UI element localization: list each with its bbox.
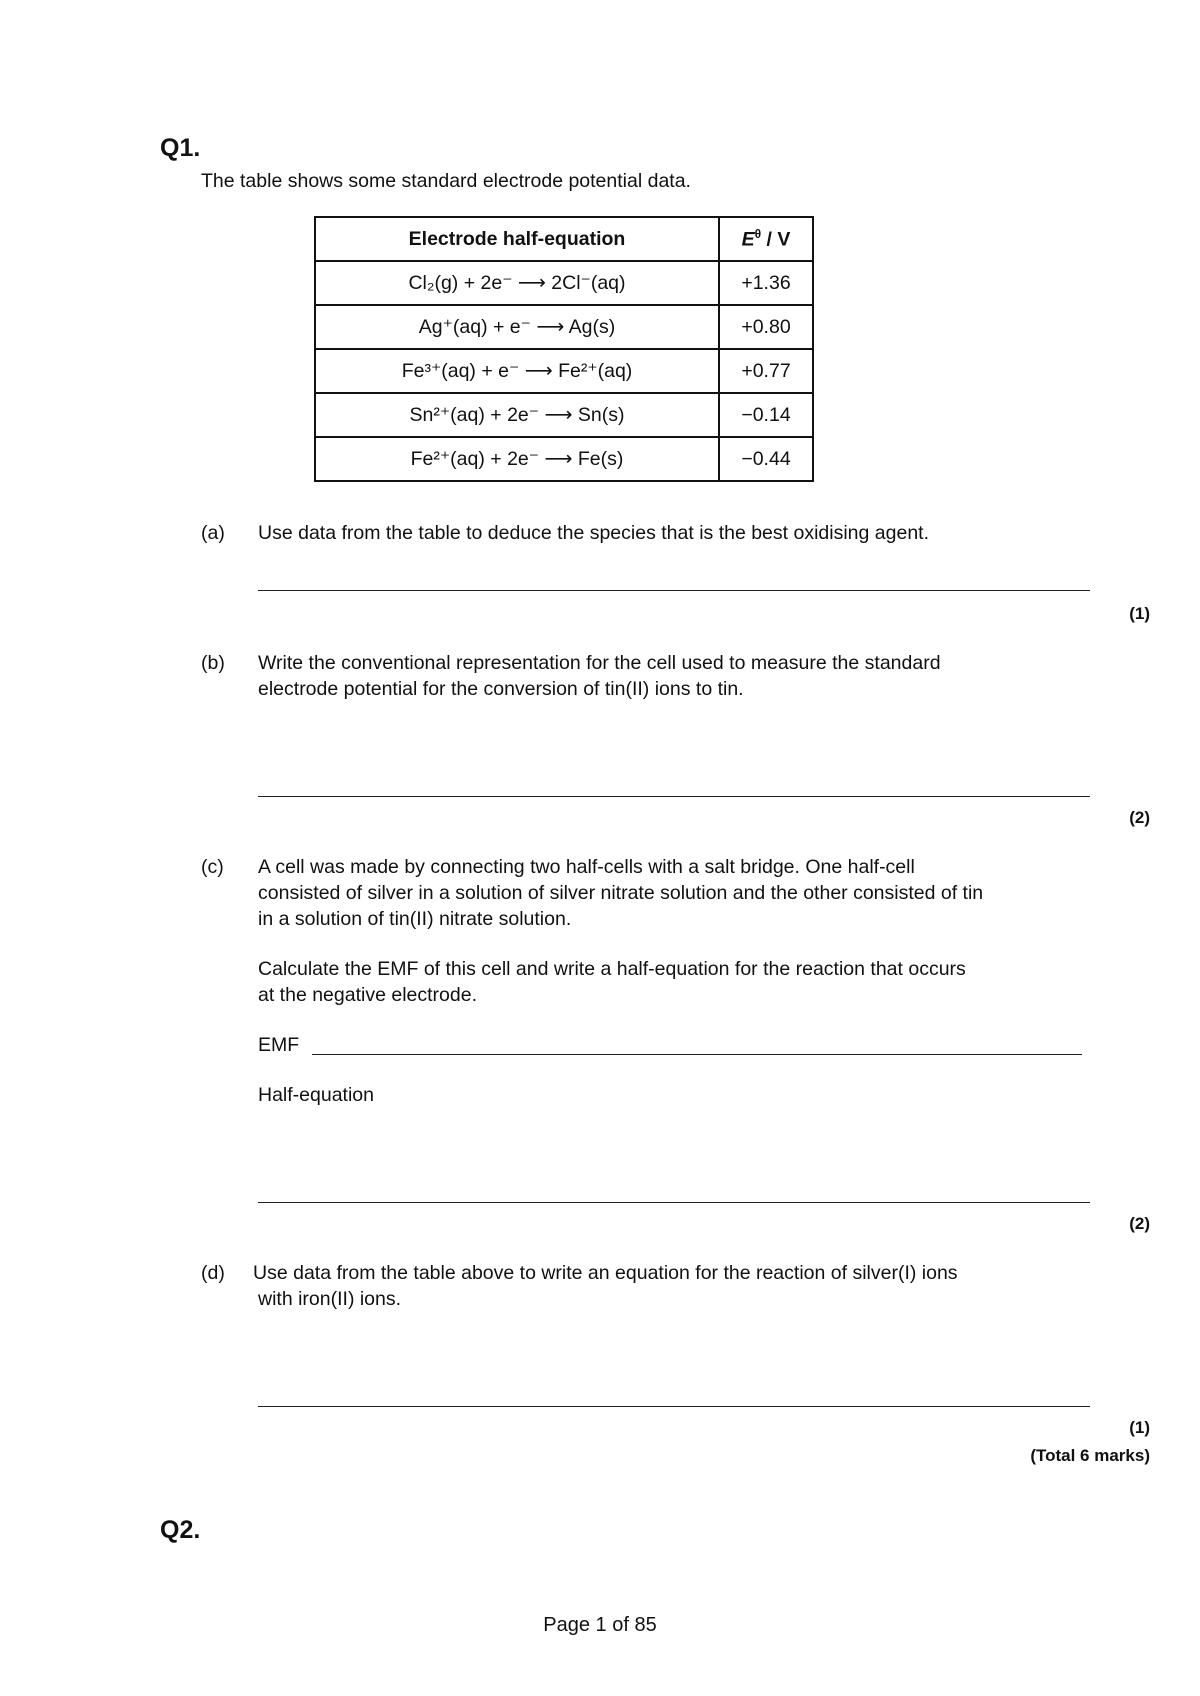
answer-line-c[interactable] (258, 1202, 1090, 1203)
part-a-text: Use data from the table to deduce the species that is the best oxidising agent. (258, 522, 929, 544)
table-row (315, 393, 813, 437)
part-d-line1: Use data from the table above to write an equation for the reaction of silver(I) ions (253, 1262, 958, 1284)
emf-answer-line[interactable] (312, 1054, 1082, 1055)
table-row (315, 305, 813, 349)
table-row (315, 261, 813, 305)
table-cell-potential: +0.77 (719, 349, 813, 393)
q1-heading: Q1. (160, 134, 201, 162)
table-cell-equation: Sn²⁺(aq) + 2e⁻ ⟶ Sn(s) (315, 393, 719, 437)
table-cell-potential: −0.14 (719, 393, 813, 437)
answer-line-b[interactable] (258, 796, 1090, 797)
table-row (315, 349, 813, 393)
part-d-marks: (1) (1129, 1418, 1150, 1437)
part-c-marks: (2) (1129, 1214, 1150, 1233)
total-marks: (Total 6 marks) (1030, 1446, 1150, 1465)
table-cell-potential: +0.80 (719, 305, 813, 349)
table-cell-equation: Cl₂(g) + 2e⁻ ⟶ 2Cl⁻(aq) (315, 261, 719, 305)
table-cell-equation: Fe³⁺(aq) + e⁻ ⟶ Fe²⁺(aq) (315, 349, 719, 393)
half-equation-label: Half-equation (258, 1084, 374, 1106)
table-cell-potential: +1.36 (719, 261, 813, 305)
table-cell-potential: −0.44 (719, 437, 813, 481)
table-cell-equation: Ag⁺(aq) + e⁻ ⟶ Ag(s) (315, 305, 719, 349)
part-b-label: (b) (201, 652, 225, 674)
part-d-line2: with iron(II) ions. (258, 1288, 402, 1310)
part-c-line5: at the negative electrode. (258, 984, 477, 1006)
part-b-line2: electrode potential for the conversion of tin(II) ions to tin. (258, 678, 744, 700)
electrode-potential-table (314, 216, 814, 482)
header-potential: $E^\theta$ / V (719, 217, 813, 261)
part-c-line2: consisted of silver in a solution of silver nitrate solution and the other consisted of tin (258, 882, 984, 904)
header-equation: Electrode half-equation (315, 217, 719, 261)
q2-heading: Q2. (160, 1516, 201, 1544)
q1-intro: The table shows some standard electrode potential data. (201, 170, 691, 192)
part-c-line1: A cell was made by connecting two half-cells with a salt bridge. One half-cell (258, 856, 915, 878)
part-c-label: (c) (201, 856, 224, 878)
part-d-label: (d) (201, 1262, 225, 1284)
answer-line-a[interactable] (258, 590, 1090, 591)
part-b-line1: Write the conventional representation for the cell used to measure the standard (258, 652, 941, 674)
part-a-marks: (1) (1129, 604, 1150, 623)
part-c-line4: Calculate the EMF of this cell and write a half-equation for the reaction that occurs (258, 958, 966, 980)
answer-line-d[interactable] (258, 1406, 1090, 1407)
part-c-line3: in a solution of tin(II) nitrate solution. (258, 908, 572, 930)
table-cell-equation: Fe²⁺(aq) + 2e⁻ ⟶ Fe(s) (315, 437, 719, 481)
table-header-row (315, 217, 813, 261)
page-number: Page 1 of 85 (543, 1614, 657, 1636)
table-row (315, 437, 813, 481)
part-b-marks: (2) (1129, 808, 1150, 827)
emf-label: EMF (258, 1034, 300, 1056)
part-a-label: (a) (201, 522, 225, 544)
